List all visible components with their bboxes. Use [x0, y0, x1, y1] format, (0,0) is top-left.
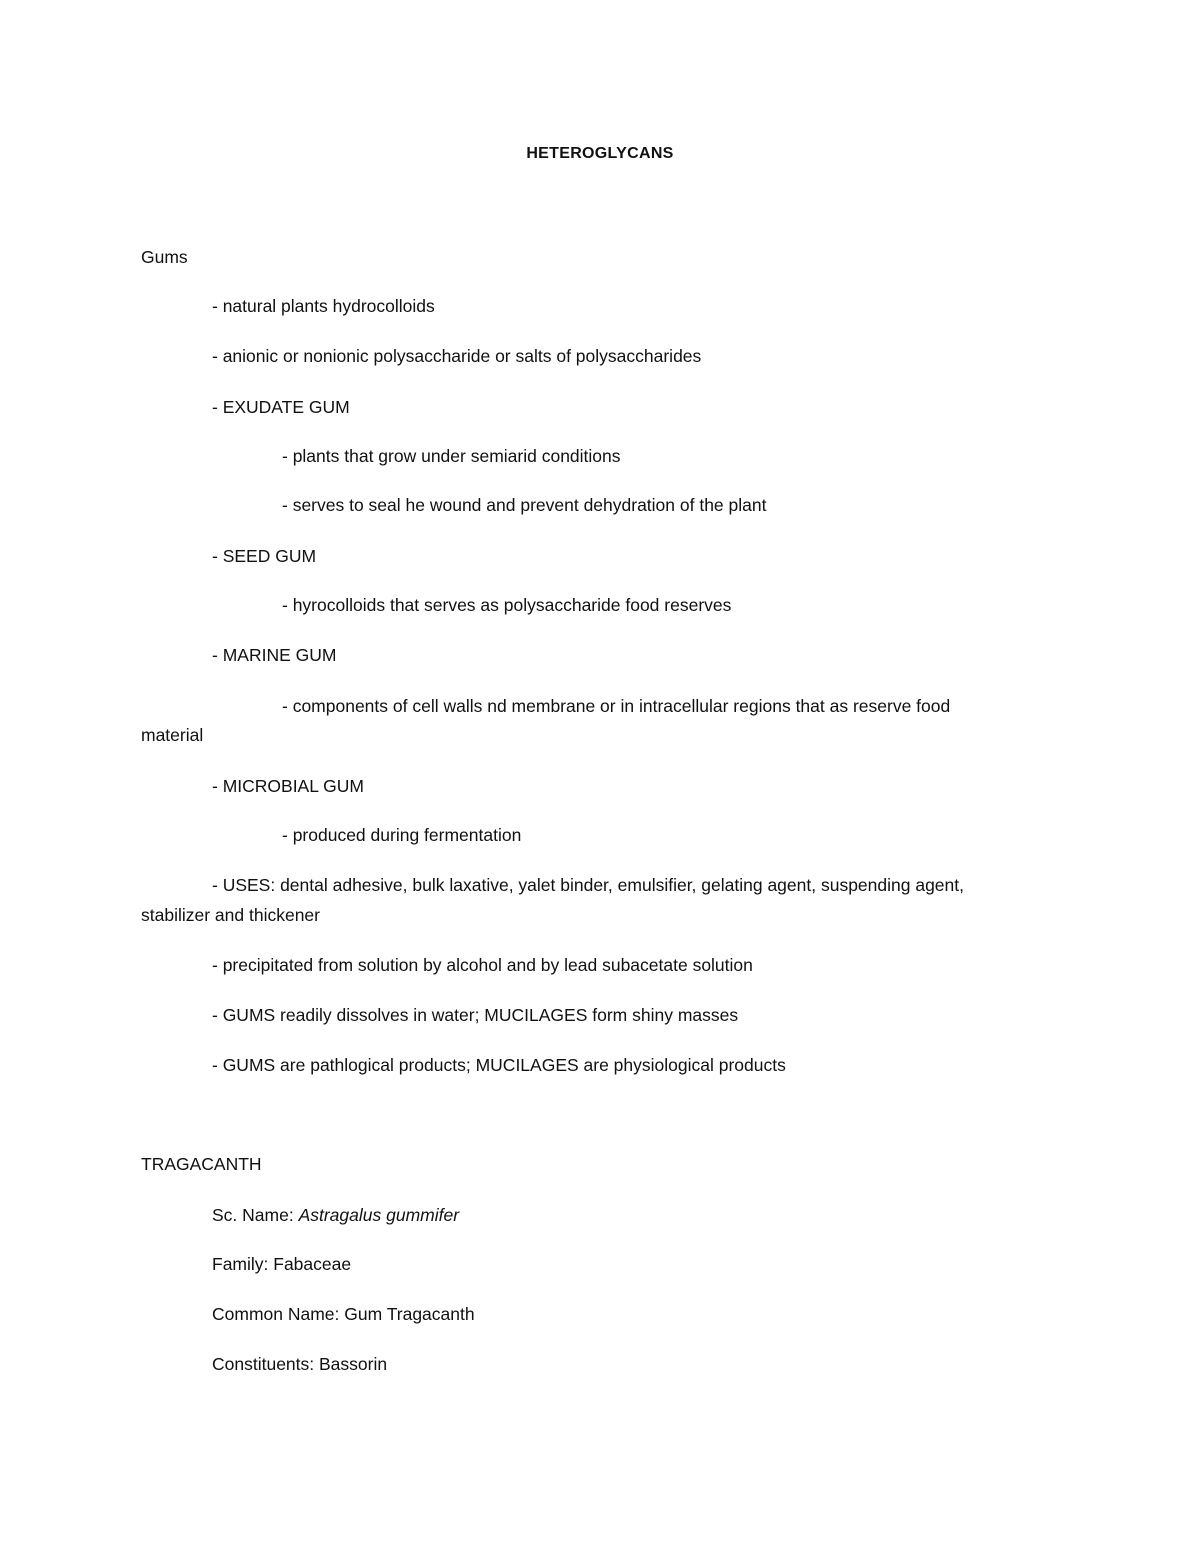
list-subitem: - serves to seal he wound and prevent dehydration of the plant	[282, 495, 767, 515]
sc-name-value: Astragalus gummifer	[298, 1205, 460, 1225]
list-item: - anionic or nonionic polysaccharide or salts of polysaccharides	[212, 346, 702, 366]
list-subitem: - produced during fermentation	[282, 825, 522, 845]
sc-name-label: Sc. Name:	[212, 1205, 299, 1225]
section-heading-gums: Gums	[141, 247, 188, 267]
section-heading-tragacanth: TRAGACANTH	[141, 1154, 262, 1174]
constituents-row: Constituents: Bassorin	[212, 1354, 388, 1374]
exudate-gum-label: - EXUDATE GUM	[212, 397, 350, 417]
list-subitem: - hyrocolloids that serves as polysaccharide food reserves	[282, 595, 732, 615]
common-name-row: Common Name: Gum Tragacanth	[212, 1304, 475, 1324]
list-subitem: - plants that grow under semiarid conditions	[282, 446, 621, 466]
microbial-gum-label: - MICROBIAL GUM	[212, 776, 364, 796]
list-item: - precipitated from solution by alcohol and by lead subacetate solution	[212, 955, 753, 975]
list-subitem-continuation: material	[141, 725, 204, 745]
family-row: Family: Fabaceae	[212, 1254, 352, 1274]
document-title: HETEROGLYCANS	[526, 145, 674, 162]
marine-gum-label: - MARINE GUM	[212, 645, 337, 665]
sc-name-row	[212, 1200, 459, 1230]
list-item: - GUMS are pathlogical products; MUCILAGES are physiological products	[212, 1055, 786, 1075]
list-item: - natural plants hydrocolloids	[212, 296, 435, 316]
list-item: - GUMS readily dissolves in water; MUCILAGES form shiny masses	[212, 1005, 739, 1025]
seed-gum-label: - SEED GUM	[212, 546, 317, 566]
list-subitem: - components of cell walls nd membrane or in intracellular regions that as reserve food	[282, 696, 951, 716]
uses-item: - USES: dental adhesive, bulk laxative, yalet binder, emulsifier, gelating agent, suspending agent,	[212, 875, 964, 895]
uses-item-continuation: stabilizer and thickener	[141, 905, 320, 925]
